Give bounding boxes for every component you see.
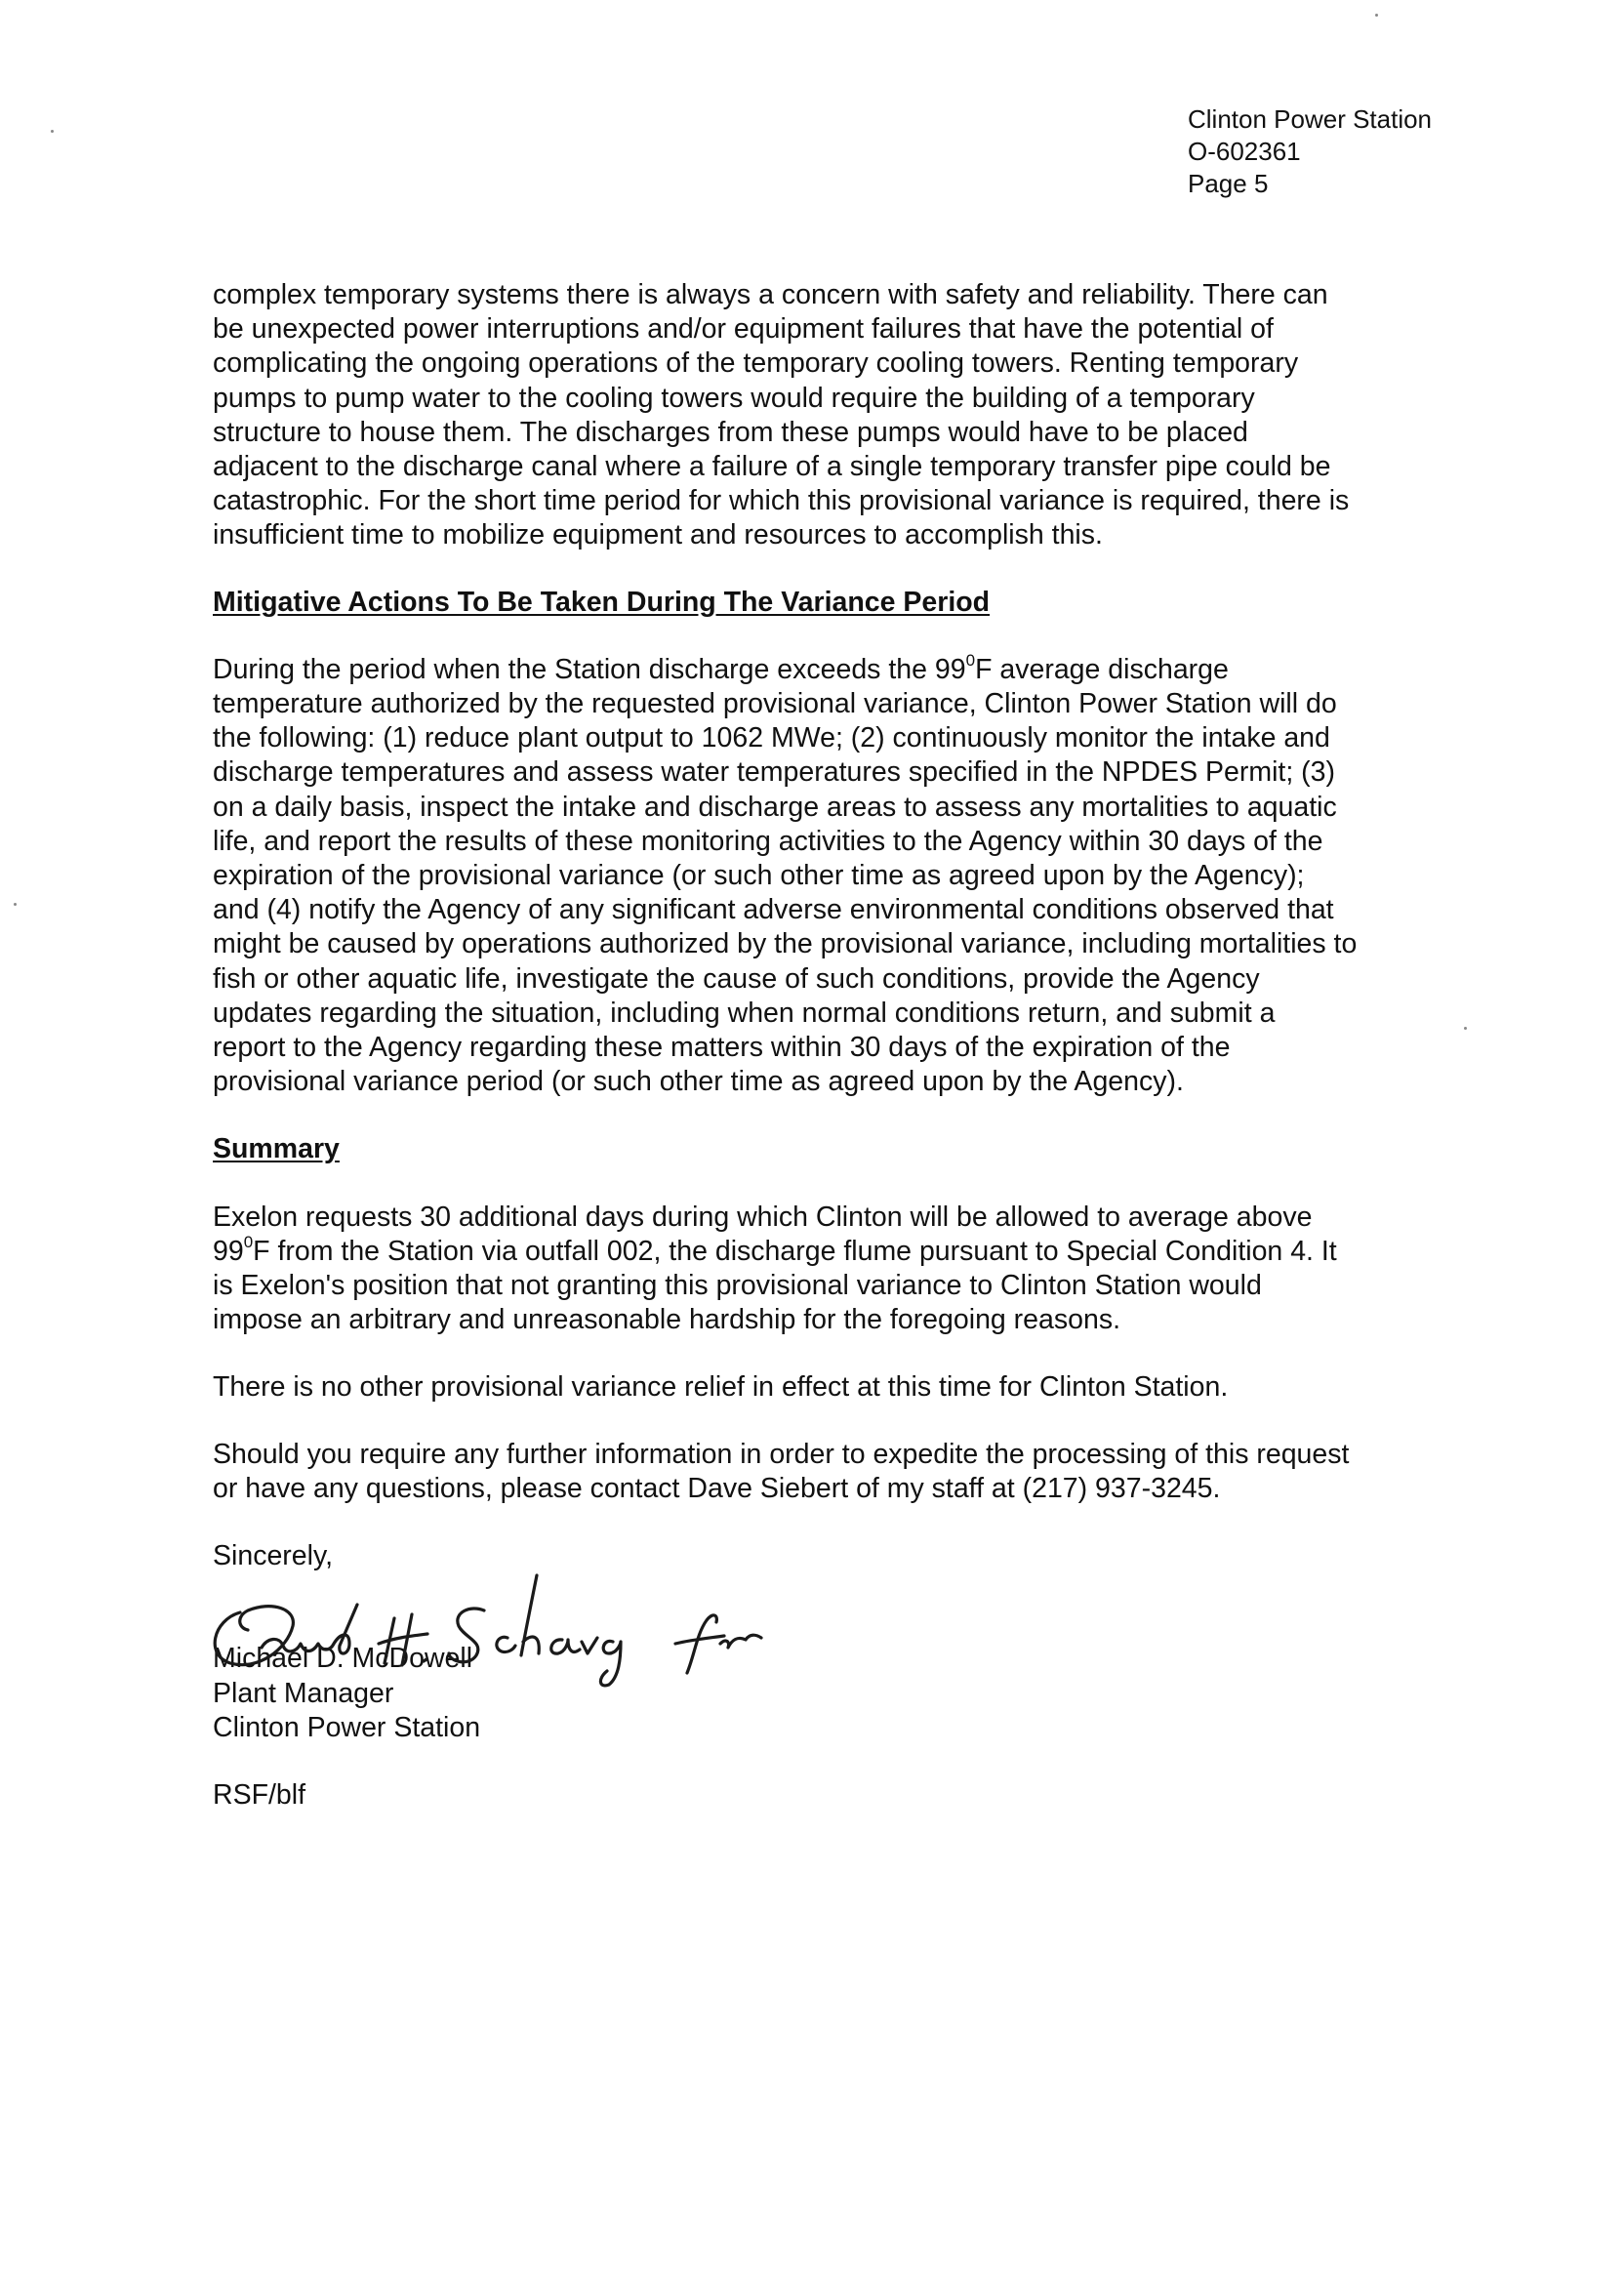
- text-line: temperature authorized by the requested provisional variance, Clinton Power Station will do: [213, 688, 1337, 720]
- text-line: be unexpected power interruptions and/or equipment failures that have the potential of: [213, 313, 1274, 346]
- text-line: and (4) notify the Agency of any significant adverse environmental conditions observed that: [213, 894, 1334, 926]
- heading-mitigative-actions: Mitigative Actions To Be Taken During The Variance Period: [213, 586, 991, 618]
- header-station: Clinton Power Station: [1188, 104, 1433, 134]
- text-line: impose an arbitrary and unreasonable hardship for the foregoing reasons.: [213, 1304, 1120, 1336]
- text-line: fish or other aquatic life, investigate the cause of such conditions, provide the Agency: [213, 962, 1260, 995]
- text-line: provisional variance period (or such other time as agreed upon by the Agency).: [213, 1066, 1184, 1098]
- text-line: life, and report the results of these monitoring activities to the Agency within 30 days of the: [213, 825, 1323, 857]
- handwritten-signature: [203, 1566, 789, 1692]
- closing-salutation: Sincerely,: [213, 1540, 334, 1572]
- text-line: [213, 653, 1482, 687]
- text-line: the following: (1) reduce plant output to 1062 MWe; (2) continuously monitor the intake and: [213, 722, 1330, 754]
- text-line: complicating the ongoing operations of the temporary cooling towers. Renting temporary: [213, 347, 1299, 380]
- text-line: pumps to pump water to the cooling towers would require the building of a temporary: [213, 382, 1255, 414]
- letter-header: [1188, 103, 1432, 200]
- text-line: Exelon requests 30 additional days during which Clinton will be allowed to average above: [213, 1201, 1313, 1233]
- scan-speck: [51, 130, 54, 133]
- text-line: updates regarding the situation, including when normal conditions return, and submit a: [213, 997, 1276, 1029]
- typist-initials: RSF/blf: [213, 1778, 306, 1811]
- superscript-degree: 0: [243, 1233, 254, 1252]
- text-line: or have any questions, please contact Dave Siebert of my staff at (217) 937-3245.: [213, 1472, 1221, 1504]
- paragraph-contact: [213, 1438, 1482, 1506]
- text-line: insufficient time to mobilize equipment and resources to accomplish this.: [213, 519, 1103, 551]
- paragraph-no-other-relief: [213, 1370, 1482, 1405]
- paragraph-summary: [213, 1201, 1482, 1338]
- scan-speck: [1375, 14, 1378, 17]
- heading-summary: Summary: [213, 1133, 340, 1165]
- text-fragment: F from the Station via outfall 002, the discharge flume pursuant to Special Condition 4. It: [253, 1235, 1337, 1267]
- text-line: structure to house them. The discharges from these pumps would have to be placed: [213, 416, 1248, 448]
- header-page-number: Page 5: [1188, 169, 1269, 198]
- text-line: might be caused by operations authorized by the provisional variance, including mortalities to: [213, 928, 1358, 960]
- text-line: expiration of the provisional variance (or such other time as agreed upon by the Agency);: [213, 860, 1305, 892]
- text-line: [213, 1235, 1482, 1269]
- signer-title: Plant Manager: [213, 1677, 394, 1709]
- text-line: Should you require any further information in order to expedite the processing of this request: [213, 1438, 1350, 1470]
- text-line: There is no other provisional variance relief in effect at this time for Clinton Station.: [213, 1371, 1229, 1404]
- text-line: catastrophic. For the short time period for which this provisional variance is required, there is: [213, 485, 1350, 517]
- signer-organization: Clinton Power Station: [213, 1711, 481, 1743]
- text-line: report to the Agency regarding these matters within 30 days of the expiration of the: [213, 1032, 1231, 1064]
- scan-speck: [14, 903, 17, 906]
- text-line: on a daily basis, inspect the intake and discharge areas to assess any mortalities to aquatic: [213, 791, 1337, 823]
- paragraph-mitigative-actions: [213, 653, 1482, 1100]
- header-reference-number: O-602361: [1188, 137, 1301, 166]
- text-line: discharge temperatures and assess water temperatures specified in the NPDES Permit; (3): [213, 756, 1336, 789]
- signer-name: Michael D. McDowell: [213, 1643, 473, 1675]
- paragraph-temporary-systems: [213, 278, 1482, 553]
- superscript-degree: 0: [965, 651, 976, 671]
- text-fragment: 99: [213, 1235, 244, 1267]
- text-fragment: F average discharge: [975, 653, 1229, 685]
- text-line: adjacent to the discharge canal where a failure of a single temporary transfer pipe could be: [213, 451, 1331, 483]
- text-fragment: During the period when the Station discharge exceeds the 99: [213, 653, 966, 685]
- text-line: is Exelon's position that not granting this provisional variance to Clinton Station would: [213, 1270, 1262, 1302]
- text-line: complex temporary systems there is always a concern with safety and reliability. There can: [213, 279, 1328, 310]
